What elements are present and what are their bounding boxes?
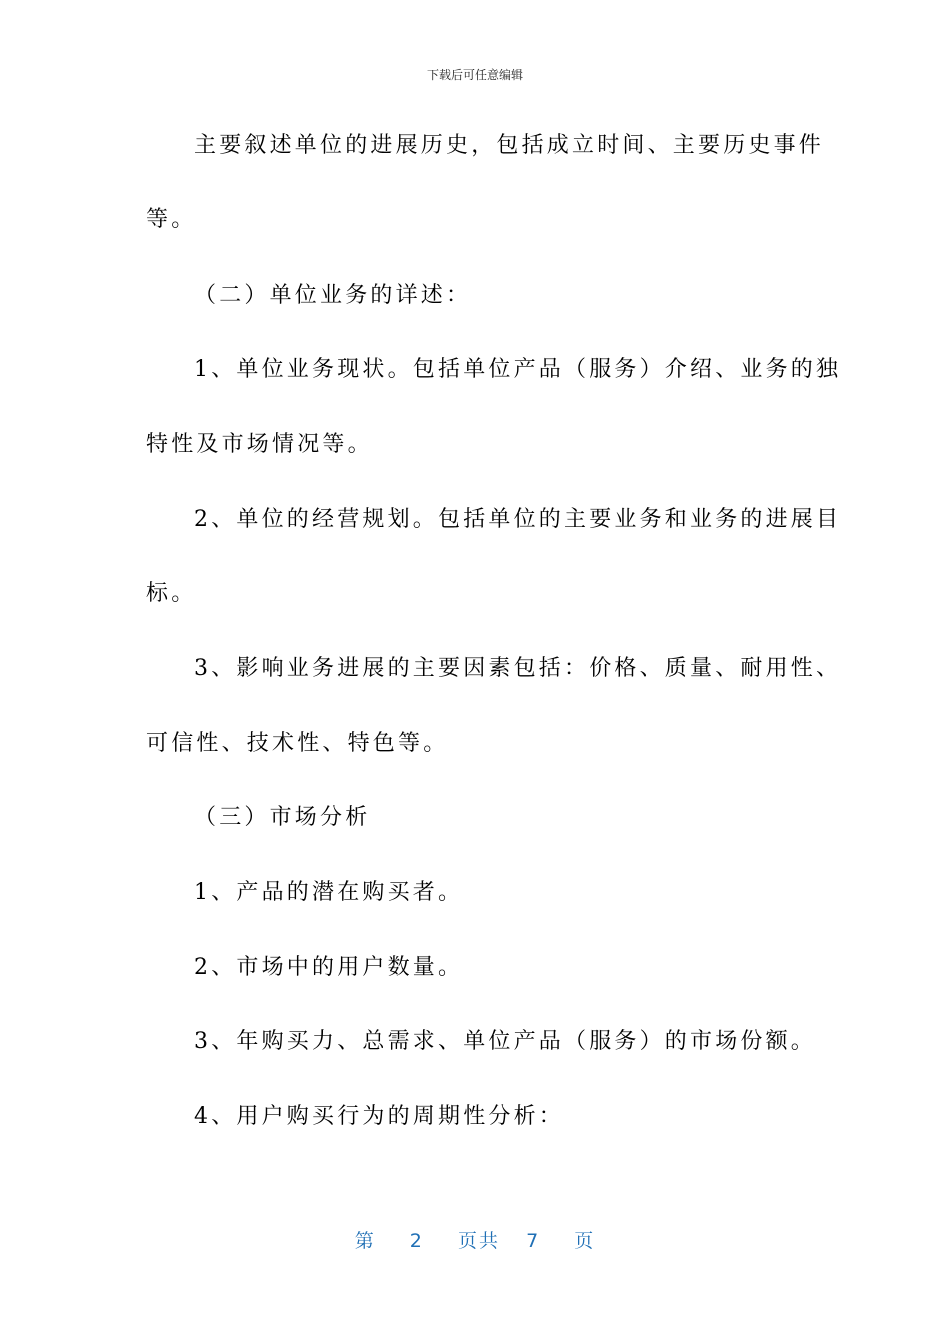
paragraph-line: 1、单位业务现状。包括单位产品（服务）介绍、业务的独 — [194, 357, 842, 382]
section-heading: （二）单位业务的详述： — [194, 283, 472, 308]
paragraph-line: 4、用户购买行为的周期性分析： — [194, 1104, 564, 1129]
page-header: 下载后可任意编辑 — [426, 68, 523, 82]
section-heading: （三）市场分析 — [194, 805, 371, 830]
footer-total-pages: 7 — [526, 1230, 541, 1252]
paragraph-line: 2、市场中的用户数量。 — [194, 955, 464, 980]
paragraph-line: 2、单位的经营规划。包括单位的主要业务和业务的进展目 — [194, 507, 842, 532]
paragraph-line: 3、影响业务进展的主要因素包括：价格、质量、耐用性、 — [194, 656, 842, 681]
footer-middle: 页共 — [457, 1230, 500, 1252]
paragraph-line: 标。 — [146, 581, 197, 606]
paragraph-line: 等。 — [146, 207, 197, 232]
footer-prefix: 第 — [354, 1230, 376, 1252]
paragraph-line: 主要叙述单位的进展历史，包括成立时间、主要历史事件 — [194, 133, 825, 158]
footer-suffix: 页 — [574, 1230, 596, 1252]
paragraph-line: 可信性、技术性、特色等。 — [146, 731, 449, 756]
paragraph-line: 3、年购买力、总需求、单位产品（服务）的市场份额。 — [194, 1029, 816, 1054]
footer-page-number: 2 — [409, 1230, 424, 1252]
paragraph-line: 特性及市场情况等。 — [146, 432, 373, 457]
paragraph-line: 1、产品的潜在购买者。 — [194, 880, 464, 905]
page-footer — [0, 1226, 950, 1253]
